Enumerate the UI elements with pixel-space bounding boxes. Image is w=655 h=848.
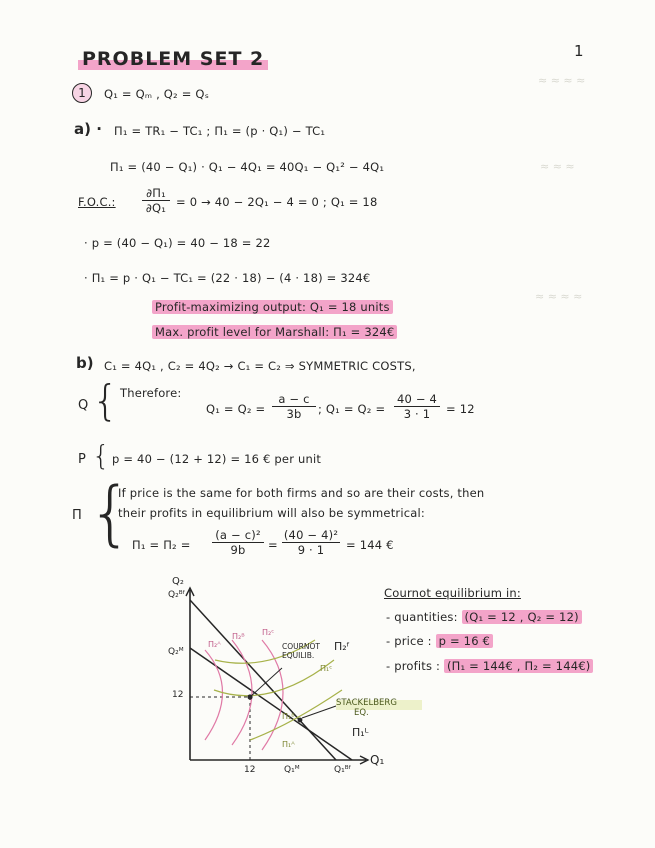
pi-result: = 144 € xyxy=(346,538,394,552)
isoprofit-label: Π₁ᴬ xyxy=(282,740,295,749)
isoprofit-label: Π₂ᴮ xyxy=(232,632,245,641)
p-brace-label: P xyxy=(78,452,86,467)
graph-y-top-label: Q₂ᴮᶠ xyxy=(168,590,186,600)
page-title: PROBLEM SET 2 xyxy=(78,48,268,70)
q-fraction-2: 40 − 4 3 · 1 xyxy=(394,392,440,421)
isoprofit-firm1-c xyxy=(250,690,342,740)
highlight-output: Profit-maximizing output: Q₁ = 18 units xyxy=(152,300,393,314)
isoprofit-label: Π₁ᶜ xyxy=(320,664,333,673)
page-number: 1 xyxy=(574,42,584,60)
graph-x-12-label: 12 xyxy=(244,765,256,775)
pi-fraction-2: (40 − 4)² 9 · 1 xyxy=(283,528,339,557)
p-line: p = 40 − (12 + 12) = 16 € per unit xyxy=(112,452,322,466)
isoprofit-firm1-l-label: Π₁ᴸ xyxy=(352,726,369,739)
pi-line1: If price is the same for both firms and so are their costs, then xyxy=(118,486,485,500)
therefore-label: Therefore: xyxy=(120,386,182,400)
pi-equation-2: = xyxy=(268,538,278,552)
isoprofit-firm2-f-label: Π₂ᶠ xyxy=(334,640,350,653)
reaction-curve-firm1 xyxy=(190,600,336,760)
question-number-circle: 1 xyxy=(72,83,92,103)
part-b-line1: C₁ = 4Q₁ , C₂ = 4Q₂ → C₁ = C₂ ⇒ SYMMETRIC COSTS, xyxy=(104,359,416,373)
stackelberg-equilibrium-label: STACKELBERG EQ. xyxy=(336,698,397,718)
q-equation-2: ; Q₁ = Q₂ = xyxy=(318,402,386,416)
cournot-quantities-row: - quantities: (Q₁ = 12 , Q₂ = 12) xyxy=(386,610,582,624)
bleed-through-text: ≈ ≈ ≈ ≈ xyxy=(538,74,586,87)
q-brace-label: Q xyxy=(78,398,89,413)
isoprofit-label: Π₂ᶜ xyxy=(262,628,275,637)
p-brace: { xyxy=(92,439,110,472)
pi-line2: their profits in equilibrium will also be symmetrical: xyxy=(118,506,425,520)
part-a-label: a) · xyxy=(74,120,102,138)
profit-line: · Π₁ = p · Q₁ − TC₁ = (22 · 18) − (4 · 18) = 324€ xyxy=(84,271,371,285)
isoprofit-firm2-a xyxy=(205,650,223,740)
highlight-profit: Max. profit level for Marshall: Π₁ = 324€ xyxy=(152,325,397,339)
graph-x-end-label: Q₁ᴮᶠ xyxy=(334,765,352,775)
pi-brace-label: Π xyxy=(72,508,82,523)
isoprofit-label: Π₂ᴬ xyxy=(208,640,221,649)
isoprofit-firm2-b xyxy=(232,640,252,745)
q-equation: Q₁ = Q₂ = xyxy=(206,402,266,416)
cournot-profits-row: - profits : (Π₁ = 144€ , Π₂ = 144€) xyxy=(386,659,593,673)
price-line: · p = (40 − Q₁) = 40 − 18 = 22 xyxy=(84,236,271,250)
q-fraction: a − c 3b xyxy=(272,392,316,421)
pi-fraction: (a − c)² 9b xyxy=(212,528,264,557)
isoprofit-label: Π₁ᴮ xyxy=(282,712,295,721)
graph-y-axis-label: Q₂ xyxy=(172,576,184,587)
q-brace: { xyxy=(92,376,119,425)
pi-brace: { xyxy=(88,472,133,554)
stackelberg-point xyxy=(298,718,303,723)
graph-y-12-label: 12 xyxy=(172,690,184,700)
cournot-pointer xyxy=(250,668,282,697)
pi-equation: Π₁ = Π₂ = xyxy=(132,538,191,552)
cournot-price-row: - price : p = 16 € xyxy=(386,634,493,648)
graph-x-axis-label: Q₁ xyxy=(370,753,385,767)
part-b-label: b) xyxy=(76,354,94,372)
bleed-through-text: ≈ ≈ ≈ ≈ xyxy=(535,290,583,303)
foc-rest: = 0 → 40 − 2Q₁ − 4 = 0 ; Q₁ = 18 xyxy=(176,195,378,209)
cournot-equilibrium-label: COURNOT EQUILIB. xyxy=(282,642,320,660)
foc-label: F.O.C.: xyxy=(78,195,116,209)
q1-header: Q₁ = Qₘ , Q₂ = Qₛ xyxy=(104,87,210,101)
graph-y-mid-label: Q₂ᴹ xyxy=(168,647,184,657)
q-result: = 12 xyxy=(446,402,475,416)
part-a-line1: Π₁ = TR₁ − TC₁ ; Π₁ = (p · Q₁) − TC₁ xyxy=(114,124,326,138)
graph-x-m-label: Q₁ᴹ xyxy=(284,765,300,775)
part-a-line2: Π₁ = (40 − Q₁) · Q₁ − 4Q₁ = 40Q₁ − Q₁² − 4Q₁ xyxy=(110,160,385,174)
foc-fraction: ∂Π₁ ∂Q₁ xyxy=(142,186,170,215)
bleed-through-text: ≈ ≈ ≈ xyxy=(540,160,575,173)
cournot-summary-title: Cournot equilibrium in: xyxy=(384,586,521,600)
